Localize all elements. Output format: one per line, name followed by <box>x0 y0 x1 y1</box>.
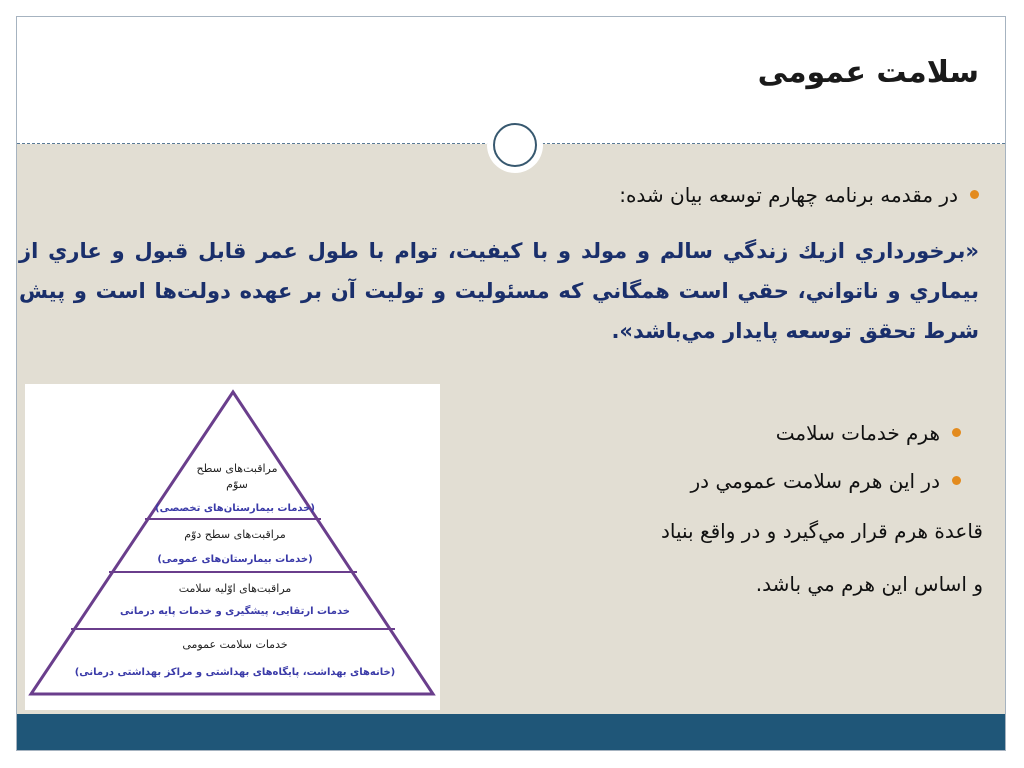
quote-paragraph: «برخورداري ازيك زندگي سالم و مولد و با كيفيت، توام با طول عمر قابل قبول و عاري از بيماري و ناتواني، حقي است همگاني كه مسئوليت و توليت آن بر عهده دولت‌ها است و پيش شرط تحقق توسعه پايدار مي‌باشد». <box>19 239 979 343</box>
level0-title: خدمات سلامت عمومی <box>182 638 288 651</box>
level1-title: مراقبت‌های اوّلیه سلامت <box>178 582 292 595</box>
level1-subtitle: خدمات ارتقایی، پیشگیری و خدمات پایه درمانی <box>120 606 350 617</box>
pyramid-diagram <box>25 384 440 710</box>
header-circle-ornament <box>487 117 543 173</box>
level3-title-a: مراقبت‌های سطح <box>196 462 278 475</box>
text-line-base: قاعدة هرم قرار مي‌گيرد و در واقع بنياد <box>660 519 983 543</box>
level2-title: مراقبت‌های سطح دوّم <box>184 528 286 541</box>
level3-subtitle: (خدمات بیمارستان‌های تخصصی) <box>155 503 315 514</box>
bullet-pyramid <box>776 421 961 445</box>
bullet-intro <box>619 183 979 207</box>
level0-subtitle: (خانه‌های بهداشت، پایگاه‌های بهداشتی و مراکز بهداشتی درمانی) <box>74 667 396 678</box>
bullet-pyramid-text: هرم خدمات سلامت <box>775 421 940 445</box>
bullet-public-health <box>691 469 961 493</box>
bullet-dot-icon <box>952 476 961 485</box>
slide-title: سلامت عمومی <box>757 55 979 90</box>
slide-footer-bar <box>17 714 1005 750</box>
bullet-dot-icon <box>970 190 979 199</box>
bullet-intro-text: در مقدمه برنامه چهارم توسعه بيان شده: <box>619 183 958 207</box>
pyramid-svg <box>25 384 440 710</box>
slide <box>16 16 1006 751</box>
text-line-foundation: و اساس اين هرم مي باشد. <box>755 572 983 596</box>
ring-icon <box>493 123 537 167</box>
bullet-dot-icon <box>952 428 961 437</box>
level3-title-b: سوّم <box>226 478 248 491</box>
level2-subtitle: (خدمات بیمارستان‌های عمومی) <box>157 554 313 565</box>
bullet-public-health-text: در اين هرم سلامت عمومي در <box>690 469 940 493</box>
